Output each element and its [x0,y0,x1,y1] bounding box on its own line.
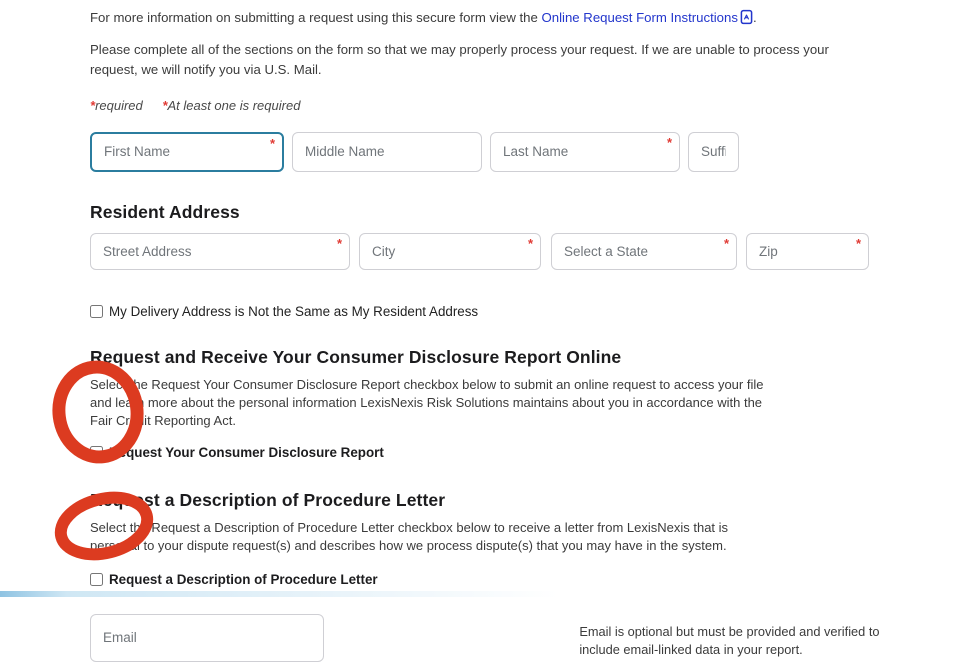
street-address-field [90,233,350,270]
delivery-address-checkbox[interactable] [90,305,103,318]
instructions-paragraph: Please complete all of the sections on the form so that we may properly process your request. If we are unable to process your request, we will notify you via U.S. Mail. [90,42,829,78]
disclosure-section-heading: Request and Receive Your Consumer Disclosure Report Online [90,346,622,367]
suffix-input[interactable] [689,133,738,171]
zip-field [746,233,869,270]
suffix-field [688,132,739,172]
procedure-letter-checkbox[interactable] [90,573,103,586]
email-input[interactable] [91,615,323,661]
online-request-form-instructions-link[interactable] [542,10,753,25]
required-legend [90,98,890,113]
form-content [90,10,890,662]
at-least-one-asterisk: * [162,97,168,113]
procedure-section-heading: Request a Description of Procedure Letter [90,489,446,510]
required-asterisk: * [666,134,672,150]
disclosure-section-description: Select the Request Your Consumer Disclosure Report checkbox below to submit an online request to access your file and learn more about the personal information LexisNexis Risk Solutions maintains about you in accordance with the Fair Credit Reporting Act. [90,376,764,428]
first-name-field [90,132,284,172]
last-name-field [490,132,680,172]
email-help-text: Email is optional but must be provided and verified to include email-linked data in your report. [579,623,880,658]
middle-name-input[interactable] [293,133,481,171]
state-select-field [551,233,737,270]
delivery-address-checkbox-label: My Delivery Address is Not the Same as My Resident Address [109,303,479,319]
required-asterisk: * [336,235,342,251]
resident-address-heading: Resident Address [90,201,240,222]
required-asterisk: * [90,97,96,113]
email-field [90,614,324,662]
intro-text-after-link: . [752,10,757,25]
first-name-input[interactable] [92,134,282,170]
procedure-checkbox-row[interactable] [90,572,890,587]
name-fields-row [90,132,890,172]
required-asterisk: * [269,135,275,151]
state-select-input[interactable] [552,234,736,269]
document-icon [740,10,753,27]
procedure-section-description: Select the Request a Description of Procedure Letter checkbox below to receive a letter from LexisNexis that is personal to your dispute request(s) and describes how we process dispute(s) that you may have in the system. [90,519,729,553]
city-field [359,233,541,270]
last-name-input[interactable] [491,133,679,171]
disclosure-checkbox-row[interactable] [90,445,890,460]
bottom-edge-artifact [0,591,558,597]
disclosure-checkbox-label: Request Your Consumer Disclosure Report [109,444,384,460]
intro-text-before-link: For more information on submitting a request using this secure form view the [90,10,542,25]
procedure-checkbox-label: Request a Description of Procedure Letter [109,571,378,587]
intro-line [90,10,890,27]
email-row [90,614,890,662]
required-asterisk: * [527,235,533,251]
required-asterisk: * [855,235,861,251]
disclosure-report-checkbox[interactable] [90,446,103,459]
street-address-input[interactable] [91,234,349,269]
address-fields-row [90,233,890,270]
zip-input[interactable] [747,234,868,269]
required-asterisk: * [723,235,729,251]
required-label: required [95,97,143,113]
link-label: Online Request Form Instructions [541,10,738,25]
middle-name-field [292,132,482,172]
at-least-one-label: At least one is required [167,97,301,113]
city-input[interactable] [360,234,540,269]
delivery-address-checkbox-row[interactable] [90,304,890,319]
